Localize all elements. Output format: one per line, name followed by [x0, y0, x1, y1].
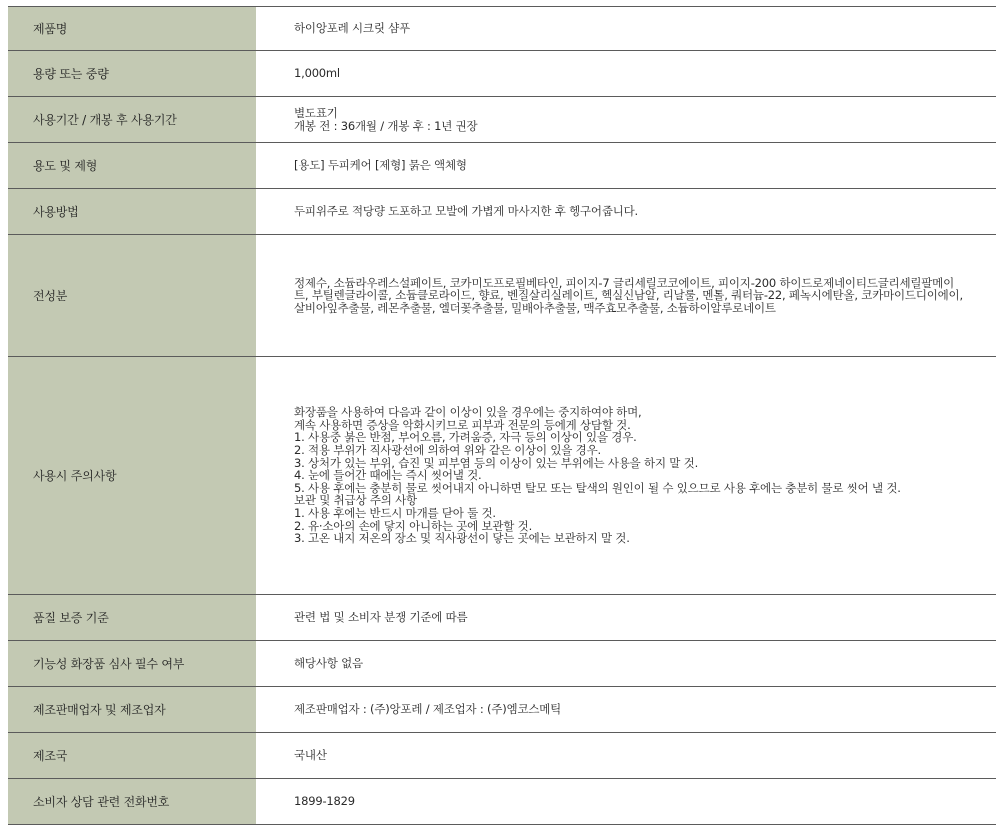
- row-product-name: [8, 7, 996, 51]
- value-line: 두피위주로 적당량 도포하고 모발에 가볍게 마사지한 후 헹구어줍니다.: [294, 204, 639, 219]
- value-product-name: [256, 7, 996, 51]
- value-line: 해당사항 없음: [294, 656, 363, 671]
- value-ingredients: [256, 235, 996, 357]
- product-info-table: [8, 6, 996, 825]
- row-ingredients: [8, 235, 996, 357]
- row-functional-review: [8, 641, 996, 687]
- label-volume: 용량 또는 중량: [8, 51, 256, 97]
- label-origin: 제조국: [8, 733, 256, 779]
- label-precautions: 사용시 주의사항: [8, 357, 256, 595]
- value-origin: [256, 733, 996, 779]
- value-directions: [256, 189, 996, 235]
- row-precautions: [8, 357, 996, 595]
- value-volume: [256, 51, 996, 97]
- precaution-line: 2. 유·소아의 손에 닿지 아니하는 곳에 보관할 것.: [294, 518, 533, 533]
- label-quality: 품질 보증 기준: [8, 595, 256, 641]
- row-phone: [8, 779, 996, 825]
- row-shelf-life: [8, 97, 996, 143]
- value-line: 별도표기: [294, 105, 338, 120]
- row-quality: [8, 595, 996, 641]
- label-functional-review: 기능성 화장품 심사 필수 여부: [8, 641, 256, 687]
- label-manufacturer: 제조판매업자 및 제조업자: [8, 687, 256, 733]
- value-line: 1,000ml: [294, 66, 340, 81]
- value-line: 개봉 전 : 36개월 / 개봉 후 : 1년 권장: [294, 118, 478, 133]
- value-precautions: [256, 357, 996, 595]
- value-line: 제조판매업자 : (주)앙포레 / 제조업자 : (주)엠코스메틱: [294, 702, 562, 717]
- precaution-line: 4. 눈에 들어간 때에는 즉시 씻어낼 것.: [294, 468, 482, 483]
- value-quality: [256, 595, 996, 641]
- value-line: [용도] 두피케어 [제형] 묽은 액체형: [294, 158, 467, 173]
- value-functional-review: [256, 641, 996, 687]
- precaution-line: 화장품을 사용하여 다음과 같이 이상이 있을 경우에는 중지하여야 하며,: [294, 405, 642, 420]
- label-usage-form: 용도 및 제형: [8, 143, 256, 189]
- value-shelf-life: [256, 97, 996, 143]
- row-directions: [8, 189, 996, 235]
- value-phone: [256, 779, 996, 825]
- label-phone: 소비자 상담 관련 전화번호: [8, 779, 256, 825]
- value-usage-form: [256, 143, 996, 189]
- ingredients-text: 정제수, 소듐라우레스설페이트, 코카미도프로필베타인, 피이지-7 글리세릴코코에이트, 피이지-200 하이드로제네이티드글리세릴팔메이트, 부틸렌글라이콜, 소듐클로라이드, 향료, 벤질살리실레이트, 헥실신남알, 리날룰, 멘톨, 쿼터늄-22, 페녹시에탄올, 코카마이드디이에이, 살비아잎추출물, 레몬추출물, 엘더꽃추출물, 밀배아추출물, 맥주효모추출물, 소듐하이알루로네이트: [294, 275, 963, 315]
- precaution-line: 보관 및 취급상 주의 사항: [294, 493, 417, 508]
- row-usage-form: [8, 143, 996, 189]
- label-ingredients: 전성분: [8, 235, 256, 357]
- label-directions: 사용방법: [8, 189, 256, 235]
- value-line: 1899-1829: [294, 794, 355, 809]
- label-shelf-life: 사용기간 / 개봉 후 사용기간: [8, 97, 256, 143]
- precaution-line: 1. 사용중 붉은 반점, 부어오름, 가려움증, 자극 등의 이상이 있을 경우.: [294, 430, 637, 445]
- precaution-line: 1. 사용 후에는 반드시 마개를 닫아 둘 것.: [294, 505, 496, 520]
- precaution-line: 3. 상처가 있는 부위, 습진 및 피부염 등의 이상이 있는 부위에는 사용을 하지 말 것.: [294, 455, 699, 470]
- precaution-line: 2. 적용 부위가 직사광선에 의하여 위와 같은 이상이 있을 경우.: [294, 443, 601, 458]
- value-line: 국내산: [294, 748, 327, 763]
- label-product-name: 제품명: [8, 7, 256, 51]
- precaution-line: 5. 사용 후에는 충분히 물로 씻어내지 아니하면 탈모 또는 탈색의 원인이 될 수 있으므로 사용 후에는 충분히 물로 씻어 낼 것.: [294, 480, 901, 495]
- value-line: 하이앙포레 시크릿 샴푸: [294, 21, 410, 36]
- precaution-line: 계속 사용하면 증상을 악화시키므로 피부과 전문의 등에게 상담할 것.: [294, 417, 631, 432]
- value-manufacturer: [256, 687, 996, 733]
- value-line: 관련 법 및 소비자 분쟁 기준에 따름: [294, 610, 468, 625]
- precaution-line: 3. 고온 내지 저온의 장소 및 직사광선이 닿는 곳에는 보관하지 말 것.: [294, 531, 630, 546]
- row-manufacturer: [8, 687, 996, 733]
- row-volume: [8, 51, 996, 97]
- row-origin: [8, 733, 996, 779]
